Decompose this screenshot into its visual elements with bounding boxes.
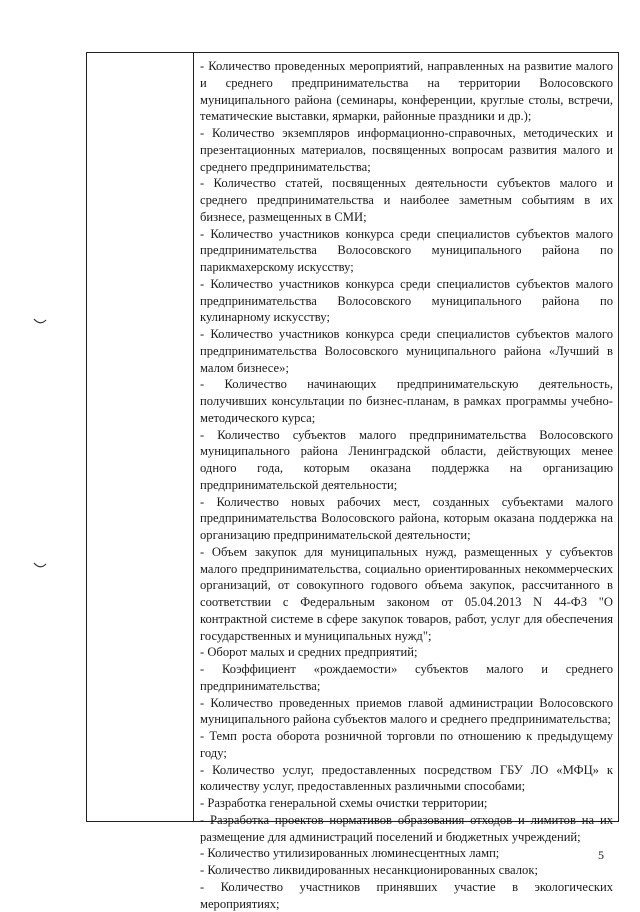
list-item: - Разработка генеральной схемы очистки территории; (200, 796, 488, 810)
list-item: - Количество статей, посвященных деятельности субъектов малого и среднего предпринимательства и наиболее заметным событиям в их бизнесе, размещенных в СМИ; (200, 176, 613, 224)
list-item: - Темп роста оборота розничной торговли по отношению к предыдущему году; (200, 729, 613, 760)
list-item: - Количество начинающих предпринимательскую деятельность, получивших консультации по бизнес-планам, в рамках программы учебно-методического курса; (200, 377, 613, 425)
scan-mark-icon (33, 318, 47, 326)
list-item: - Количество утилизированных люминесцентных ламп; (200, 846, 500, 861)
list-item: - Количество участников конкурса среди специалистов субъектов малого предпринимательства Волосовского муниципального района по кулинарному искусству; (200, 276, 613, 325)
page-number: 5 (598, 848, 604, 862)
table-left-column (87, 53, 194, 821)
list-item: - Коэффициент «рождаемости» субъектов малого и среднего предпринимательства; (200, 662, 613, 693)
list-item: - Количество проведенных мероприятий, направленных на развитие малого и среднего предпринимательства на территории Волосовского муниципального района (семинары, конференции, круглые столы, встречи, тематические выставки, ярмарки, районные праздники и др.); (200, 59, 613, 124)
table-right-column (195, 53, 619, 911)
list-item: - Количество субъектов малого предпринимательства Волосовского муниципального района Ленинградской области, действующих менее одного года, которым оказана поддержка на организацию предпринимательской деятельности; (200, 427, 613, 492)
list-item: - Объем закупок для муниципальных нужд, размещенных у субъектов малого предпринимательства, социально ориентированных некоммерческих организаций, от совокупного годового объема закупок, рассчитанного в соответствии с Федеральным законом от 05.04.2013 N 44-ФЗ "О контрактной системе в сфере закупок товаров, работ, услуг для обеспечения государственных и муниципальных нужд"; (200, 544, 613, 643)
scan-mark-icon (33, 562, 47, 570)
list-item: - Количество услуг, предоставленных посредством ГБУ ЛО «МФЦ» к количеству услуг, предоставленных различными способами; (200, 762, 613, 794)
list-item: - Оборот малых и средних предприятий; (200, 645, 418, 660)
indicators-table (86, 52, 619, 911)
list-item: - Количество экземпляров информационно-справочных, методических и презентационных материалов, посвященных вопросам развития малого и среднего предпринимательства; (200, 126, 613, 174)
list-item: - Количество новых рабочих мест, созданных субъектами малого предпринимательства Волосовского района, которым оказана поддержка на организацию предпринимательской деятельности; (200, 494, 613, 542)
list-item: - Количество участников конкурса среди специалистов субъектов малого предпринимательства Волосовского муниципального района «Лучший в малом бизнесе»; (200, 327, 613, 375)
list-item: - Количество проведенных приемов главой администрации Волосовского муниципального района субъектов малого и среднего предпринимательства; (200, 695, 613, 727)
list-item: - Количество участников принявших участие в экологических мероприятиях; (200, 879, 613, 911)
list-item: - Количество ликвидированных несанкционированных свалок; (200, 863, 538, 877)
list-item: - Количество участников конкурса среди специалистов субъектов малого предпринимательства Волосовского муниципального района по парикмахерскому искусству; (200, 226, 613, 274)
list-item: - Разработка проектов нормативов образования отходов и лимитов на их размещение для администраций поселений и бюджетных учреждений; (200, 812, 613, 844)
